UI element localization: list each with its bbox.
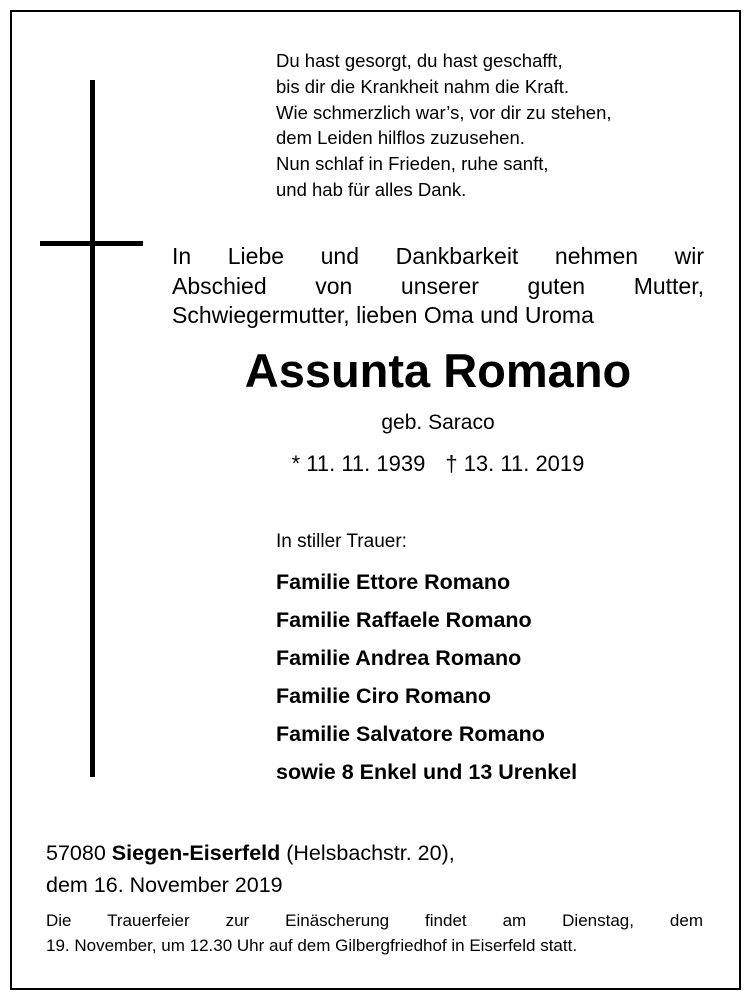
postal-code: 57080 — [46, 841, 106, 865]
poem-line: Nun schlaf in Frieden, ruhe sanft, — [276, 153, 549, 175]
mourner-family: Familie Raffaele Romano — [276, 608, 532, 632]
life-dates — [162, 449, 714, 479]
city: Siegen-Eiserfeld — [111, 841, 281, 865]
cross-icon-vertical-beam — [90, 80, 95, 777]
mourner-family: Familie Salvatore Romano — [276, 722, 545, 746]
obituary-notice — [10, 10, 741, 990]
death-date: † 13. 11. 2019 — [445, 451, 585, 476]
birth-date: * 11. 11. 1939 — [291, 451, 426, 476]
birth-name: geb. Saraco — [381, 411, 495, 434]
date-line: dem 16. November 2019 — [46, 873, 283, 897]
poem-line: dem Leiden hilflos zuzusehen. — [276, 127, 525, 149]
poem-line: bis dir die Krankheit nahm die Kraft. — [276, 75, 570, 97]
intro-line: Schwiegermutter, lieben Oma und Uroma — [172, 302, 594, 328]
mourner-family: Familie Ciro Romano — [276, 684, 492, 708]
cross-icon-horizontal-beam — [40, 241, 143, 246]
street-address: (Helsbachstr. 20), — [286, 841, 455, 865]
funeral-notice — [46, 909, 703, 958]
location-line — [46, 838, 455, 868]
mourners-list — [276, 563, 577, 791]
notice-line: Die Trauerfeier zur Einäscherung findet am Dienstag, dem — [46, 911, 703, 930]
deceased-name: Assunta Romano — [244, 344, 632, 397]
mourner-family: Familie Andrea Romano — [276, 646, 522, 670]
intro-line: Abschied von unserer guten Mutter, — [172, 272, 704, 299]
mourner-family: Familie Ettore Romano — [276, 570, 511, 594]
memorial-poem — [276, 48, 612, 203]
mourners-label: In stiller Trauer: — [276, 531, 407, 552]
poem-line: Du hast gesorgt, du hast geschafft, — [276, 50, 563, 71]
poem-line: Wie schmerzlich war’s, vor dir zu stehen, — [276, 101, 612, 123]
mourner-family: sowie 8 Enkel und 13 Urenkel — [276, 760, 578, 784]
poem-line: und hab für alles Dank. — [276, 178, 467, 200]
intro-text — [172, 242, 704, 331]
intro-line: In Liebe und Dankbarkeit nehmen wir — [172, 243, 704, 269]
notice-line: 19. November, um 12.30 Uhr auf dem Gilbergfriedhof in Eiserfeld statt. — [46, 935, 578, 955]
